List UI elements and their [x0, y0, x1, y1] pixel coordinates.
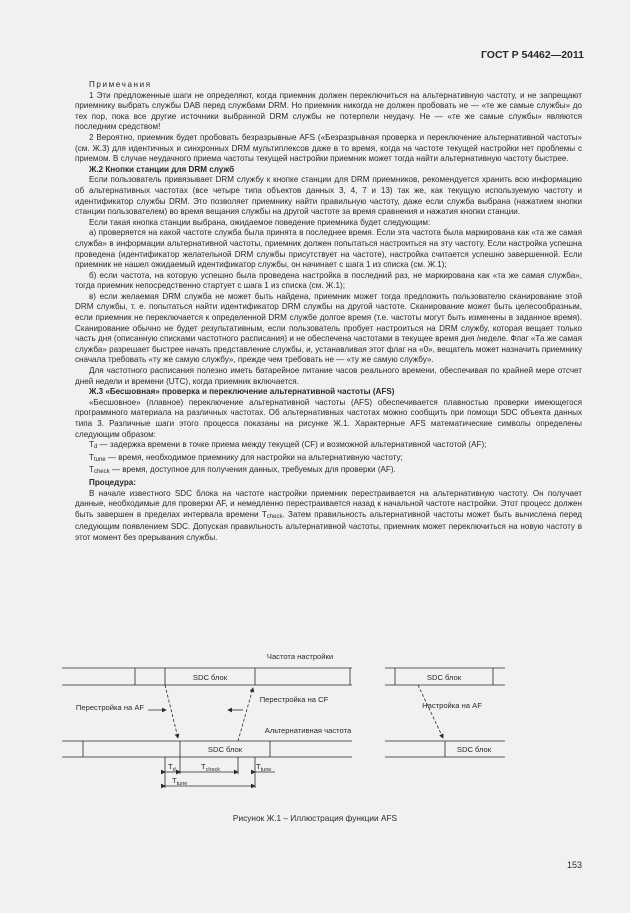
paragraph: Если пользователь привязывает DRM службу к кнопке станции для DRM приемников, рекомендуется хранить всю информацию об альтернативных частотах (все четыре типа объектов данных 3, 4, 7 и 13) так же, как текущую используемую частоту и идентификатор службы DRM. Это позволяет приемнику найти правильную частоту, даже если служба выбрана (нажатием кнопки станции пользователем) во время вещания службы на другой частоте за время сравнения и нажатия кнопки станции.: [75, 175, 582, 217]
tune-af-arrow: [418, 685, 443, 738]
sdc-block-right-bottom-label: SDC блок: [456, 745, 492, 754]
symbol: $T_{check}$: [89, 465, 110, 476]
ttune-label: $T_{tune}$: [256, 762, 272, 773]
list-item: а) проверяется на какой частоте служба была принята в последнее время. Если эта частота была маркирована как «та же самая служба» в информации альтернативной частоты, приемник должен попытаться настроиться на эту частоту. Если настройка успешна проведена (идентификатор желательной DRM службы присутствует на частоте), настройка считается успешно завершенной. Если приемник не нашел ожидаемый идентификатор службы, он начинает с шага 1 из списка (см. Ж.1);: [75, 228, 582, 270]
paragraph: «Бесшовное» (плавное) переключение альтернативной частоты (AFS) обеспечивается плавностью проверки имеющегося программного материала на различных частотах. Об альтернативных частотах можно сообщить при помощи SDC объекта данных типа 3. Различные шаги этого процесса показаны на рисунке Ж.1. Характерные AFS математические символы определены следующим образом:: [75, 397, 582, 439]
procedure-heading: Процедура:: [89, 477, 136, 487]
symbol: $T_{check}$: [261, 509, 283, 520]
standard-header: ГОСТ Р 54462—2011: [480, 49, 584, 61]
tcheck-label: $T_{check}$: [201, 762, 221, 773]
body-text: [75, 80, 582, 544]
figure-caption: Рисунок Ж.1 – Иллюстрация функции AFS: [232, 813, 398, 823]
sdc-block-right-top-label: SDC блок: [426, 673, 462, 682]
list-item: б) если частота, на которую успешно была проведена настройка в последний раз, не маркирована как «та же самая служба», тогда приемник непосредственно стартует с шага 1 из списка (см. Ж.1);: [75, 270, 582, 291]
symbol: $T_{tune}$: [89, 452, 106, 463]
section-heading: Ж.3 «Бесшовная» проверка и переключение альтернативной частоты (AFS): [89, 387, 395, 397]
page-number: 153: [566, 860, 582, 870]
afs-diagram: [60, 648, 570, 808]
list-item: в) если желаемая DRM служба не может быть найдена, приемник может тогда предложить пользователю сканирование этой DRM службы, т. е. попытаться найти идентификатор DRM службы на другой частоте. Сканирование может быть целесообразным, если приемник не переключается к определенной DRM службе долгое время (т.е. частоты могут быть изменены в заданное время). Сканирование обычно не будет результативным, если пользователь пробует настроиться на DRM службу, которая вещает только часть дня (описанную списками частотного расписания) и не обеспечена частотами в текущее время дня /неделе. Флаг «Та же самая служба» разрешает быстрее начать представление службы, и, устанавливая этот флаг на «0», вещатель может назначить приемнику сначала требовать «ту же самую службу», прежде чем требовать не — «ту же самую службу».: [75, 291, 582, 365]
tune-af-label: Настройка на AF: [422, 701, 482, 710]
notes-title: Примечания: [89, 80, 152, 89]
note-paragraph: 1 Эти предложенные шаги не определяют, когда приемник должен переключиться на альтернативную частоту, и не запрещают приемнику выбрать службы DAB перед службами DRM. Но приемник никогда не должен пробовать не — «те же самые службы» до тех пор, пока все другие источники выбранной DRM службы не потерпели неудачу. Не — «те же самые службы» являются последним средством!: [75, 90, 582, 132]
paragraph: Для частотного расписания полезно иметь батарейное питание часов реального времени, обеспечивая по крайней мере отсчет дней недели и времени (UTC), когда приемник включается.: [75, 366, 582, 386]
ttune-span-label: $T_{tune}$: [172, 776, 188, 787]
tuning-frequency-label: Частота настройки: [266, 652, 334, 661]
sdc-block-top-label: SDC блок: [192, 673, 228, 682]
retune-cf-arrow: [238, 688, 253, 741]
symbol-definition: $T_{check}$ — время, доступное для получения данных, требуемых для проверки (AF).: [89, 465, 396, 476]
retune-af-arrow: [165, 685, 178, 738]
sdc-block-bottom-label: SDC блок: [207, 745, 243, 754]
alternative-frequency-label: Альтернативная частота: [264, 726, 352, 735]
symbol: $T_d$: [89, 440, 98, 451]
symbol-definition: $T_d$ — задержка времени в точке приема между текущей (CF) и возможной альтернативной частотой (AF);: [89, 440, 487, 451]
section-heading: Ж.2 Кнопки станции для DRM служб: [89, 164, 235, 174]
retune-af-label: Перестройка на AF: [75, 703, 145, 712]
retune-cf-label: Перестройка на CF: [259, 695, 329, 704]
symbol-definition: $T_{tune}$ — время, необходимое приемнику для настройки на альтернативную частоту;: [89, 452, 403, 463]
td-label: $T_d$: [168, 762, 176, 773]
paragraph: В начале известного SDC блока на частоте настройки приемник перестраивается на альтернативную частоту. Он получает данные, необходимые для проверки AF, и немедленно перестраивается назад к начальной частоте настройки. Этот процесс должен быть завершен в пределах интервала времени $T_{check}$. Затем правильность альтернативной частоты может быть вычислена перед следующим появлением SDC. Допуская правильность альтернативной частоты, приемник может переключиться на новую частоту в этот момент без прерывания службы.: [75, 488, 582, 542]
paragraph: Если такая кнопка станции выбрана, ожидаемое поведение приемника будет следующим:: [89, 217, 431, 227]
note-paragraph: 2 Вероятно, приемник будет пробовать безразрывные AFS («Безразрывная проверка и переключение альтернативной частоты» (см. Ж.3) для идентичных и синхронных DRM мультиплексов даже в то время, когда на частоте текущей настройки нет проблемы с приемом. В случае неудачного приема частоты текущей настройки приемник может тогда найти альтернативную частоту быстрее.: [75, 132, 582, 164]
